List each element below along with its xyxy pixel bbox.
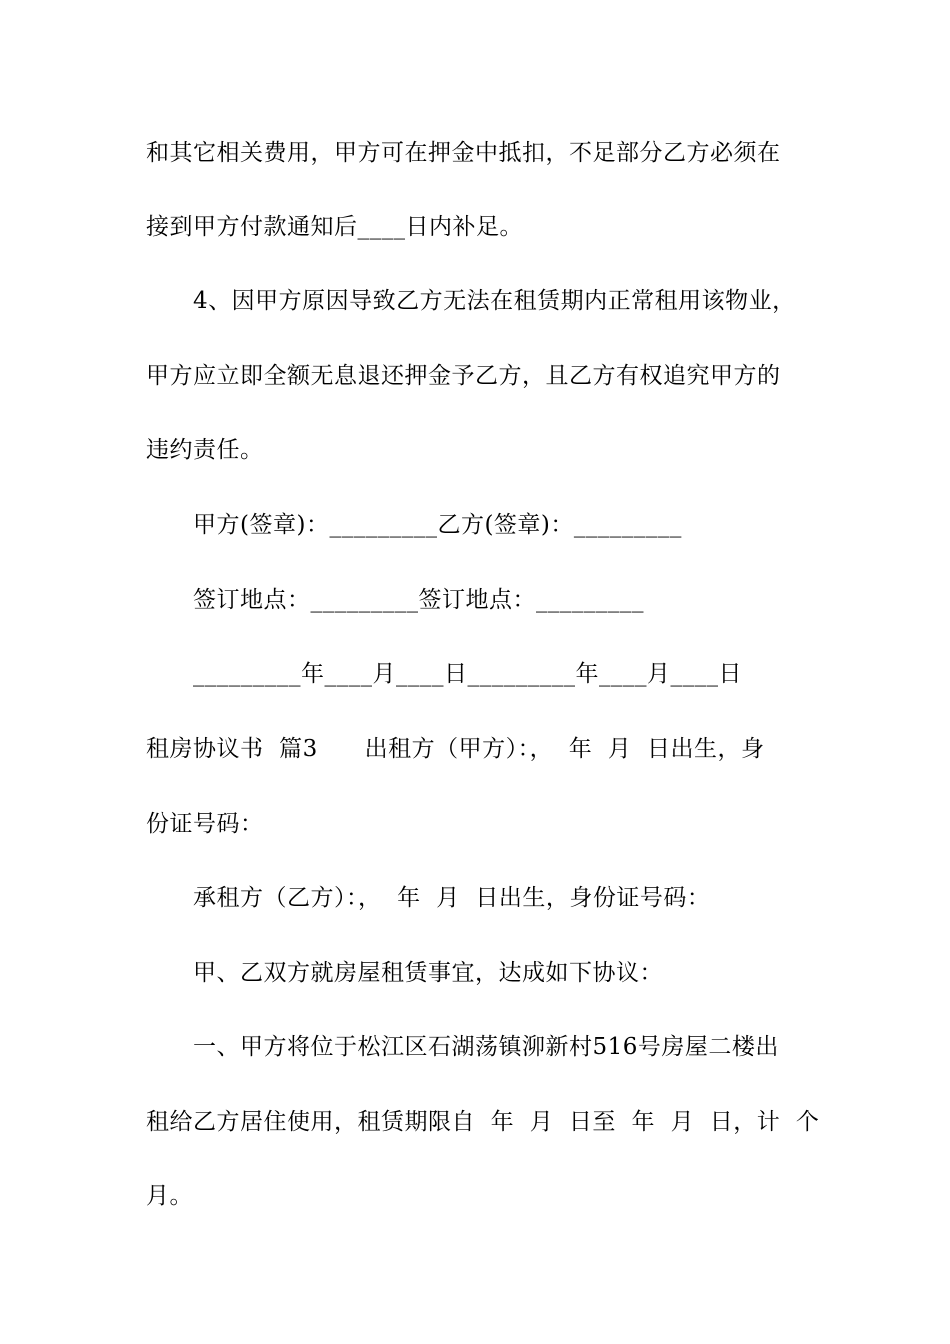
paragraph-line: 月。 bbox=[146, 1183, 193, 1209]
paragraph-line: 租给乙方居住使用，租赁期限自 年 月 日至 年 月 日，计 个 bbox=[146, 1109, 820, 1135]
paragraph-line: 违约责任。 bbox=[146, 437, 264, 463]
paragraph-line: 4、因甲方原因导致乙方无法在租赁期内正常租用该物业， bbox=[193, 288, 796, 314]
paragraph-line: 甲、乙双方就房屋租赁事宜，达成如下协议： bbox=[193, 960, 663, 986]
section-heading-line: 租房协议书 篇3 出租方（甲方）：， 年 月 日出生，身 bbox=[146, 736, 765, 762]
paragraph-line: 一、甲方将位于松江区石湖荡镇泖新村516号房屋二楼出 bbox=[193, 1034, 779, 1060]
signature-line: 甲方(签章)：_________乙方(签章)：_________ bbox=[193, 512, 682, 538]
signing-date-line: _________年____月____日_________年____月____日 bbox=[193, 661, 742, 687]
paragraph-line: 承租方（乙方）：， 年 月 日出生，身份证号码： bbox=[193, 885, 711, 911]
paragraph-line: 甲方应立即全额无息退还押金予乙方，且乙方有权追究甲方的 bbox=[146, 363, 781, 389]
paragraph-line: 和其它相关费用，甲方可在押金中抵扣，不足部分乙方必须在 bbox=[146, 140, 781, 166]
paragraph-line: 份证号码： bbox=[146, 811, 264, 837]
signing-place-line: 签订地点：_________签订地点：_________ bbox=[193, 587, 644, 613]
paragraph-line: 接到甲方付款通知后____日内补足。 bbox=[146, 214, 523, 240]
